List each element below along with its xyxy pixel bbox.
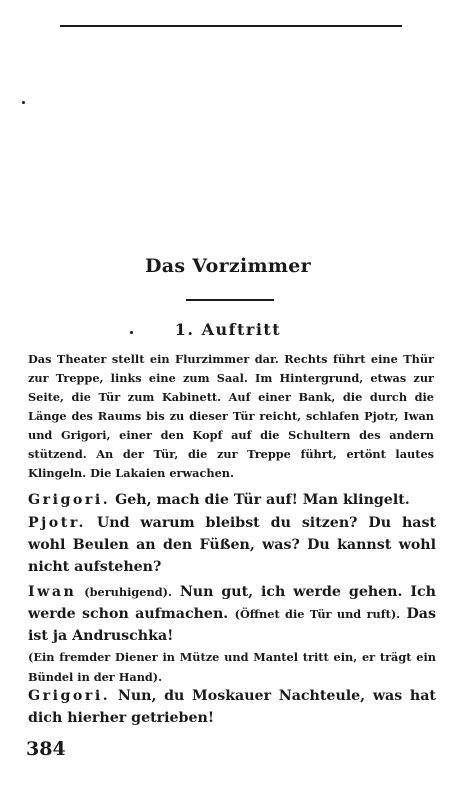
speech-text: Geh, mach die Tür auf! Man klingelt.	[115, 492, 410, 508]
dialogue-line	[28, 489, 436, 511]
page-number: 384	[26, 738, 66, 760]
speech-text: Nun, du Moskauer Nachteule, was hat dich hierher getrieben!	[28, 688, 436, 726]
stage-note: (Ein fremder Diener in Mütze und Mantel tritt ein, er trägt ein Bündel in der Hand).	[28, 650, 436, 684]
scene-heading: 1. Auftritt	[174, 320, 282, 339]
stage-direction: Das Theater stellt ein Flurzimmer dar. Rechts führt eine Thür zur Treppe, links eine zum Saal. Im Hintergrund, etwas zur Seite, die Tür zum Kabinett. Auf einer Bank, die durch die Länge des Raums bis zu dieser Tür reicht, schlafen Pjotr, Iwan und Grigori, einer den Kopf auf die Schultern des andern stützend. An der Tür, die zur Treppe führt, ertönt lautes Klingeln. Die Lakaien erwachen.	[28, 352, 434, 480]
speaker-name: Grigori.	[28, 492, 111, 508]
speaker-name: Grigori.	[28, 688, 111, 704]
section-title: Das Vorzimmer	[145, 255, 311, 277]
print-speck	[22, 101, 25, 104]
dialogue-line	[28, 512, 436, 578]
title-rule	[186, 299, 274, 301]
stage-note: (Öffnet die Tür und ruft).	[234, 607, 401, 621]
dialogue-line	[28, 685, 436, 729]
speech-text: Und warum bleibst du sitzen? Du hast wohl Beulen an den Füßen, was? Du kannst wohl nicht aufstehen?	[28, 515, 436, 575]
speaker-name: Iwan	[28, 584, 77, 600]
dialogue-line	[28, 581, 436, 647]
speech-text: Das ist ja Andruschka!	[28, 606, 436, 644]
stage-note-block	[28, 647, 436, 687]
header-rule	[60, 25, 402, 27]
speech-text: Nun gut, ich werde gehen. Ich werde schon aufmachen.	[28, 584, 436, 622]
speaker-name: Pjotr.	[28, 515, 86, 531]
stage-note: (beruhigend).	[84, 585, 172, 599]
